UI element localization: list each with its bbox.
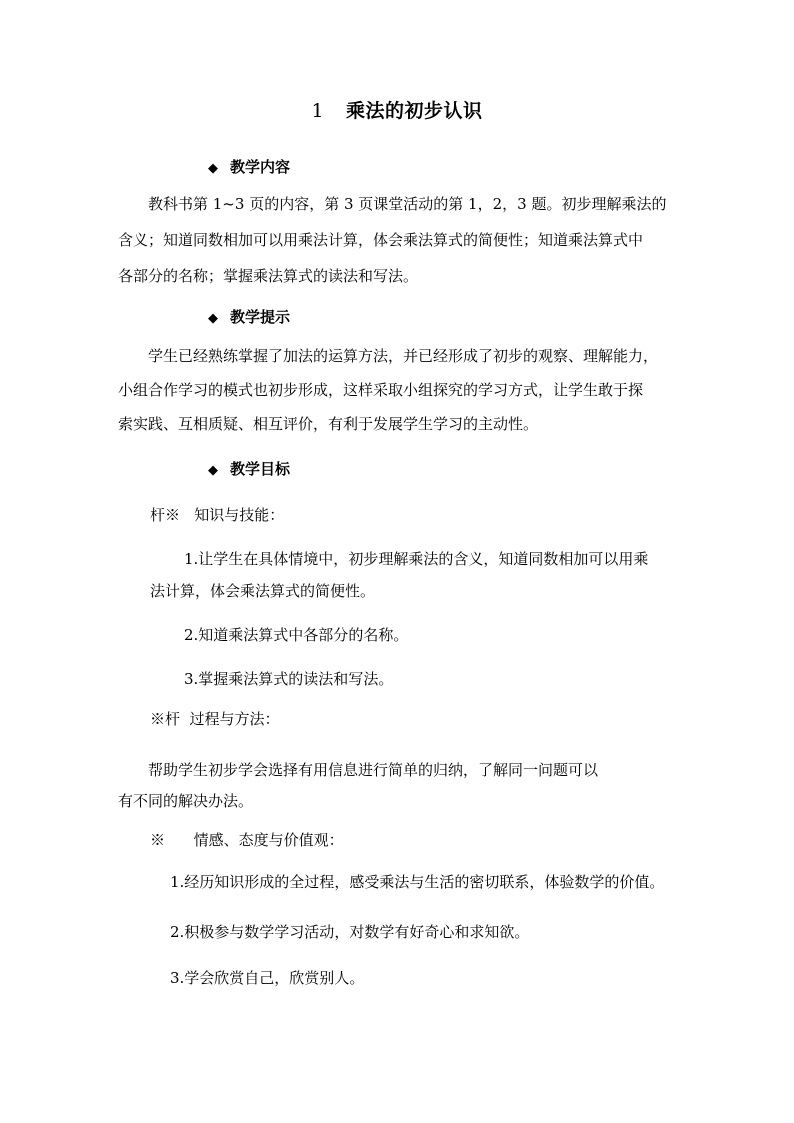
diamond-bullet-icon: ◆ bbox=[208, 311, 218, 326]
paragraph-line: 索实践、互相质疑、相互评价，有利于发展学生学习的主动性。 bbox=[118, 415, 539, 433]
paragraph-line: 学生已经熟练掌握了加法的运算方法，并已经形成了初步的观察、理解能力， bbox=[148, 347, 659, 365]
paragraph-line: 含义；知道同数相加可以用乘法计算，体会乘法算式的简便性；知道乘法算式中 bbox=[118, 231, 644, 249]
list-item: 1.经历知识形成的全过程，感受乘法与生活的密切联系，体验数学的价值。 bbox=[170, 873, 665, 891]
subsection-label-emotion: ※ 情感、态度与价值观： bbox=[150, 831, 344, 849]
section-heading-goals bbox=[208, 458, 290, 479]
section-heading-text: 教学内容 bbox=[230, 158, 291, 176]
paragraph-line: 帮助学生初步学会选择有用信息进行简单的归纳，了解同一问题可以 bbox=[148, 761, 599, 779]
section-heading-text: 教学目标 bbox=[230, 460, 291, 478]
title-text: 乘法的初步认识 bbox=[346, 100, 483, 122]
title-number: 1 bbox=[311, 100, 325, 122]
list-item: 3.掌握乘法算式的读法和写法。 bbox=[184, 670, 394, 688]
list-item: 2.积极参与数学学习活动，对数学有好奇心和求知欲。 bbox=[170, 923, 530, 941]
subsection-label-knowledge: 杆※ 知识与技能： bbox=[150, 506, 285, 524]
document-title bbox=[0, 96, 794, 123]
diamond-bullet-icon: ◆ bbox=[208, 463, 218, 478]
paragraph-line: 有不同的解决办法。 bbox=[118, 792, 254, 810]
list-item-continuation: 法计算，体会乘法算式的简便性。 bbox=[150, 582, 376, 600]
paragraph-line: 各部分的名称；掌握乘法算式的读法和写法。 bbox=[118, 267, 419, 285]
section-heading-content bbox=[208, 156, 290, 177]
paragraph-line: 教科书第 1~3 页的内容，第 3 页课堂活动的第 1，2，3 题。初步理解乘法的 bbox=[148, 195, 667, 213]
subsection-label-process: ※杆 过程与方法： bbox=[150, 710, 280, 728]
list-item: 3.学会欣赏自己，欣赏别人。 bbox=[170, 969, 365, 987]
list-item: 1.让学生在具体情境中，初步理解乘法的含义，知道同数相加可以用乘 bbox=[184, 550, 649, 568]
diamond-bullet-icon: ◆ bbox=[208, 161, 218, 176]
paragraph-line: 小组合作学习的模式也初步形成，这样采取小组探究的学习方式，让学生敢于探 bbox=[118, 381, 644, 399]
list-item: 2.知道乘法算式中各部分的名称。 bbox=[184, 626, 409, 644]
section-heading-text: 教学提示 bbox=[230, 308, 291, 326]
section-heading-hints bbox=[208, 306, 290, 327]
